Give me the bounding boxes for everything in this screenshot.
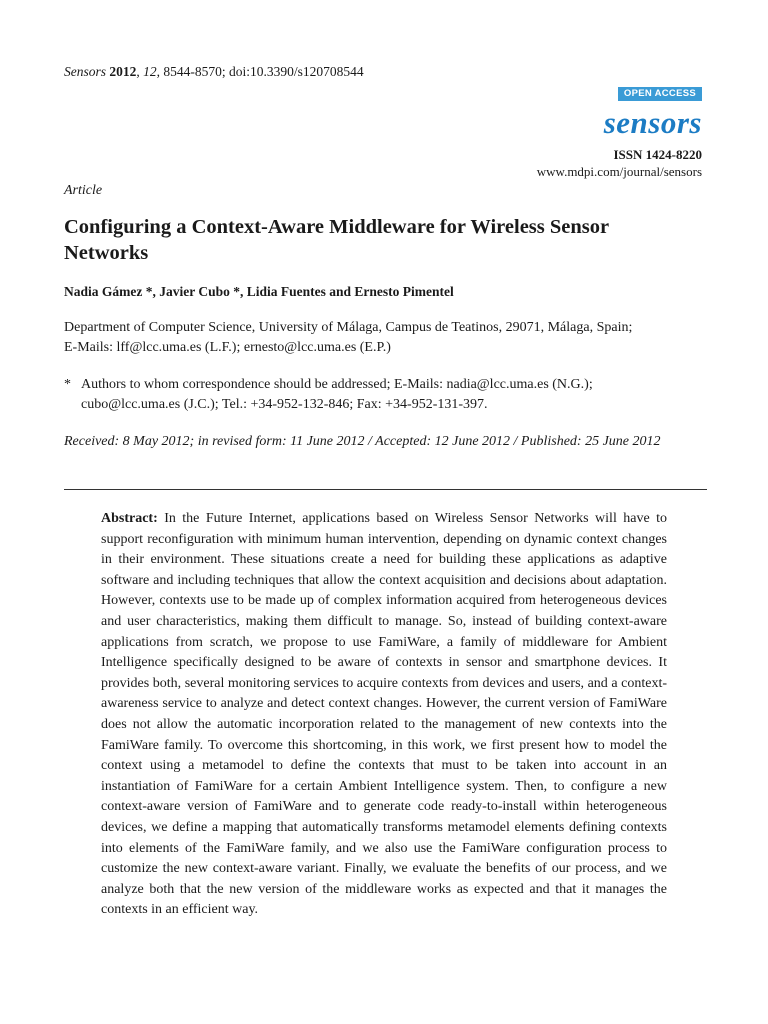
- journal-url[interactable]: www.mdpi.com/journal/sensors: [536, 164, 702, 179]
- open-access-badge: OPEN ACCESS: [618, 87, 702, 101]
- correspondence-contacts: cubo@lcc.uma.es (J.C.); Tel.: +34-952-132-846; Fax: +34-952-131-397.: [81, 397, 488, 412]
- citation-line: Sensors 2012, 12, 8544-8570; doi:10.3390/s120708544: [64, 64, 364, 79]
- affiliation-line: Department of Computer Science, University of Málaga, Campus de Teatinos, 29071, Málaga, Spain;: [64, 320, 633, 335]
- journal-logo: sensors: [603, 105, 702, 140]
- affiliation-emails: E-Mails: lff@lcc.uma.es (L.F.); ernesto@lcc.uma.es (E.P.): [64, 340, 391, 355]
- author-list: Nadia Gámez *, Javier Cubo *, Lidia Fuentes and Ernesto Pimentel: [64, 284, 454, 299]
- publication-dates: Received: 8 May 2012; in revised form: 11 June 2012 / Accepted: 12 June 2012 / Published: 25 June 2012: [64, 434, 661, 449]
- abstract-label: Abstract:: [101, 511, 158, 526]
- abstract-text: In the Future Internet, applications based on Wireless Sensor Networks will have to support reconfiguration with minimum human intervention, depending on dynamic context changes in their environment. These situations create a need for building these applications as adaptive software and including techniques that allow the context acquisition and decisions about adaptation. However, contexts use to be made up of complex information acquired from heterogeneous devices and user characteristics, making them difficult to manage. So, instead of building context-aware applications from scratch, we propose to use FamiWare, a family of middleware for Ambient Intelligence specifically designed to be aware of contexts in sensor and smartphone devices. It provides both, several monitoring services to acquire contexts from devices and users, and a context-awareness service to analyze and detect context changes. However, the current version of FamiWare does not allow the automatic incorporation related to the management of new contexts into the FamiWare family. To overcome this shortcoming, in this work, we first present how to model the context using a metamodel to define the contexts that must to be taken into account in an instantiation of FamiWare for a certain Ambient Intelligence system. Then, to configure a new context-aware version of FamiWare and to generate code ready-to-install within heterogeneous devices, we define a mapping that automatically transforms metamodel elements defining contexts into elements of the FamiWare family, and we also use the FamiWare configuration process to customize the new context-aware variant. Finally, we evaluate the benefits of our process, and we analyze both that the new version of the middleware works as expected and that it manages the contexts in an efficient way.: [101, 511, 668, 918]
- article-type: Article: [64, 183, 103, 198]
- correspondence-note: [64, 375, 714, 415]
- affiliation: [64, 318, 714, 358]
- section-divider: [64, 489, 707, 490]
- issn: ISSN 1424-8220: [613, 147, 702, 162]
- citation-year: 2012: [109, 64, 137, 79]
- abstract: [101, 509, 667, 921]
- citation-journal: Sensors: [64, 64, 107, 79]
- correspondence-mark: *: [64, 377, 71, 392]
- citation-pages-doi: , 8544-8570; doi:10.3390/s120708544: [156, 64, 364, 79]
- correspondence-text: Authors to whom correspondence should be addressed; E-Mails: nadia@lcc.uma.es (N.G.);: [81, 377, 593, 392]
- paper-title: Configuring a Context-Aware Middleware for Wireless Sensor Networks: [64, 216, 609, 264]
- citation-volume: 12: [143, 64, 157, 79]
